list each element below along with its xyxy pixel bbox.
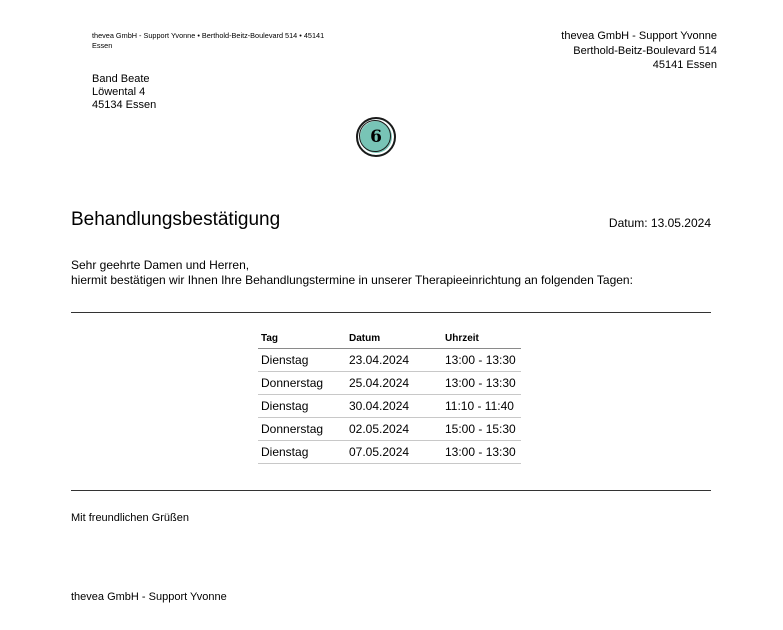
intro-text xyxy=(71,258,633,287)
table-row xyxy=(258,372,521,395)
table-row xyxy=(258,395,521,418)
table-row xyxy=(258,441,521,464)
header-uhrzeit: Uhrzeit xyxy=(442,329,521,349)
page-number-badge: 6 xyxy=(356,117,396,157)
header-tag: Tag xyxy=(258,329,346,349)
cell-tag: Dienstag xyxy=(258,349,346,372)
signature-text: thevea GmbH - Support Yvonne xyxy=(71,591,227,603)
closing-text: Mit freundlichen Grüßen xyxy=(71,512,189,524)
cell-datum: 23.04.2024 xyxy=(346,349,442,372)
recipient-name: Band Beate xyxy=(92,73,150,85)
sender-city: 45141 Essen xyxy=(652,59,717,71)
intro-body: hiermit bestätigen wir Ihnen Ihre Behandlungstermine in unserer Therapieeinrichtung an folgenden Tagen: xyxy=(71,272,633,287)
divider-bottom xyxy=(71,490,711,491)
cell-uhrzeit: 13:00 - 13:30 xyxy=(442,372,521,395)
sender-address-block xyxy=(561,29,717,73)
divider-top xyxy=(71,312,711,313)
cell-tag: Dienstag xyxy=(258,441,346,464)
cell-uhrzeit: 15:00 - 15:30 xyxy=(442,418,521,441)
sender-name: thevea GmbH - Support Yvonne xyxy=(561,30,717,42)
document-title: Behandlungsbestätigung xyxy=(71,209,281,230)
cell-datum: 30.04.2024 xyxy=(346,395,442,418)
cell-tag: Donnerstag xyxy=(258,372,346,395)
header-datum: Datum xyxy=(346,329,442,349)
cell-datum: 07.05.2024 xyxy=(346,441,442,464)
table-row xyxy=(258,349,521,372)
document-date: Datum: 13.05.2024 xyxy=(608,216,711,230)
table-header-row xyxy=(258,329,521,349)
cell-uhrzeit: 13:00 - 13:30 xyxy=(442,349,521,372)
cell-tag: Dienstag xyxy=(258,395,346,418)
appointments-table xyxy=(258,329,521,464)
recipient-address-block xyxy=(92,73,156,112)
cell-datum: 02.05.2024 xyxy=(346,418,442,441)
recipient-city: 45134 Essen xyxy=(92,99,157,111)
cell-uhrzeit: 11:10 - 11:40 xyxy=(442,395,521,418)
cell-tag: Donnerstag xyxy=(258,418,346,441)
recipient-street: Löwental 4 xyxy=(92,86,146,98)
sender-street: Berthold-Beitz-Boulevard 514 xyxy=(573,44,717,57)
sender-return-address: thevea GmbH - Support Yvonne • Berthold-Beitz-Boulevard 514 • 45141 Essen xyxy=(92,31,325,50)
salutation: Sehr geehrte Damen und Herren, xyxy=(71,258,250,272)
cell-datum: 25.04.2024 xyxy=(346,372,442,395)
cell-uhrzeit: 13:00 - 13:30 xyxy=(442,441,521,464)
table-row xyxy=(258,418,521,441)
